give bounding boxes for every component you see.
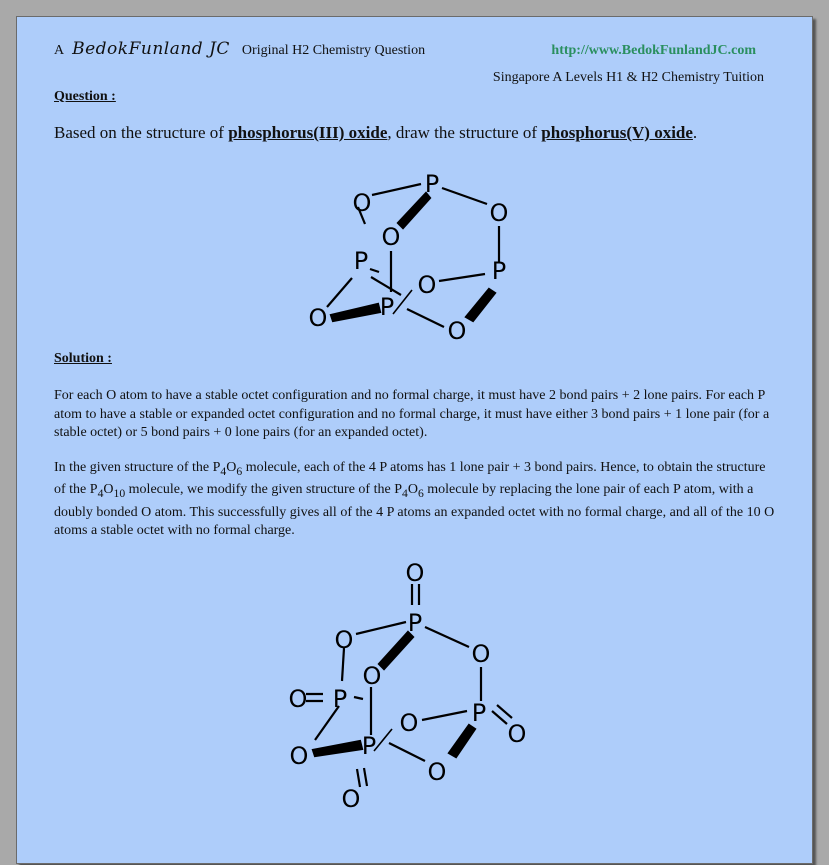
question-label: Question :	[54, 89, 116, 104]
p4o10-atom: O	[507, 720, 527, 748]
p4o10-atom: O	[288, 685, 308, 713]
compound-p4o10: phosphorus(V) oxide	[541, 123, 693, 142]
p4o10-atom: P	[361, 732, 377, 760]
solution-paragraph-1: For each O atom to have a stable octet configuration and no formal charge, it must have 2 bond pairs + 2 lone pairs. For each P atom to have a stable or expanded octet configuration and no formal charge, it must have either 3 bond pairs + 1 lone pair (for a stable octet) or 5 bond pairs + 0 lone pairs (for an expanded octet).	[54, 388, 770, 440]
p4o10-atom: P	[471, 699, 487, 727]
header-a: A	[54, 43, 65, 58]
p4o6-atom: O	[447, 317, 467, 345]
compound-p4o6: phosphorus(III) oxide	[228, 123, 388, 142]
solution-paragraph-2: In the given structure of the $P_4O_6$ molecule, each of the 4 P atoms has 1 lone pair + 3 bond pairs. Hence, to obtain the structure of the $P_4O_{10}$ molecule, we modify the given structure of the $P_4O_6$ molecule by replacing the lone pair of each P atom, with a doubly bonded O atom. This successfully gives all of the 4 P atoms an expanded octet with no formal charge, and all of the 10 O atoms a stable octet with no formal charge.	[54, 460, 775, 539]
header-subtitle: Singapore A Levels H1 & H2 Chemistry Tuition	[492, 70, 764, 85]
p4o6-atom: O	[417, 271, 437, 299]
p4o6-atom: O	[489, 199, 509, 227]
p4o6-atom: P	[379, 293, 395, 321]
p4o10-atom: O	[405, 559, 425, 587]
header-title-text: Original H2 Chemistry Question	[241, 43, 426, 58]
question-text-part: Based on the structure of	[54, 123, 229, 142]
p4o10-atom: O	[341, 785, 361, 813]
website-link[interactable]: http://www.BedokFunlandJC.com	[551, 43, 756, 58]
p4o6-atom: O	[308, 304, 328, 332]
p4o10-atom: O	[362, 662, 382, 690]
brand-logo: BedokFunland JC	[72, 39, 230, 59]
question-text-part: .	[692, 123, 698, 142]
p4o10-structure-diagram	[17, 17, 814, 865]
solution-label: Solution :	[54, 351, 112, 366]
p4o10-atom: O	[427, 758, 447, 786]
document-page	[16, 16, 813, 864]
p4o10-atom: O	[399, 709, 419, 737]
p4o10-atom: O	[471, 640, 491, 668]
p4o10-atom: O	[334, 626, 354, 654]
p4o6-atom: P	[353, 247, 369, 275]
p4o10-atom: P	[407, 609, 423, 637]
p4o6-atom: O	[381, 223, 401, 251]
p4o6-atom: P	[491, 257, 507, 285]
p4o10-atom: O	[289, 742, 309, 770]
p4o6-atom: P	[424, 170, 440, 198]
question-text-part: , draw the structure of	[387, 123, 542, 142]
p4o6-atom: O	[352, 189, 372, 217]
p4o10-atom: P	[332, 685, 348, 713]
